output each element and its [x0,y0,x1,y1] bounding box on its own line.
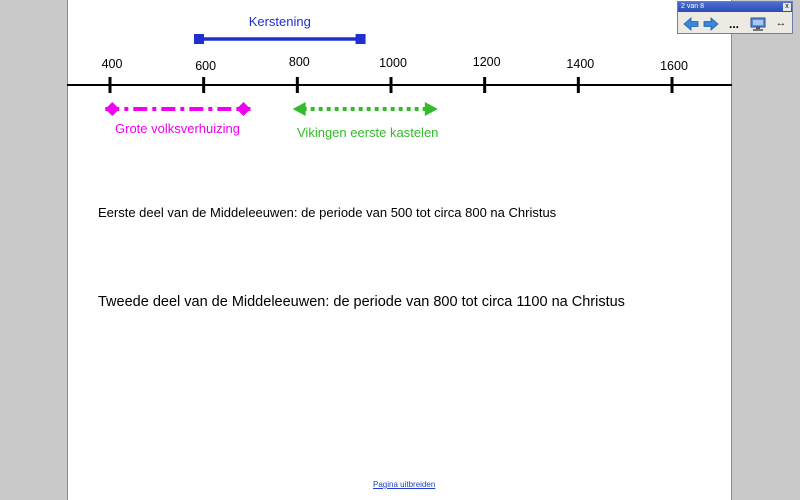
timeline-tick-label: 1000 [379,56,407,70]
vikingen-label: Vikingen eerste kastelen [297,125,439,140]
navigation-toolbar [677,1,793,34]
timeline-tick-label: 600 [195,59,217,73]
more-icon[interactable]: ... [728,17,739,31]
vikingen-start-arrow [293,102,306,116]
volksverhuizing-label: Grote volksverhuizing [115,121,240,136]
kerstening-start-marker [194,34,204,44]
expand-icon[interactable]: ↔ [775,17,787,29]
arrow-left-icon[interactable] [682,14,700,33]
toolbar-title: 2 van 8 [678,2,792,12]
text-eerste-deel: Eerste deel van de Middeleeuwen: de periode van 500 tot circa 800 na Christus [98,205,557,220]
arrow-right-icon[interactable] [702,14,720,33]
kerstening-label: Kerstening [248,14,311,29]
volksverhuizing-end-marker [237,102,251,116]
text-tweede-deel: Tweede deel van de Middeleeuwen: de periode van 800 tot circa 1100 na Christus [98,294,625,310]
timeline-tick-label: 1400 [566,57,595,71]
toolbar-close-button[interactable]: x [783,3,791,11]
volksverhuizing-start-marker [105,102,119,116]
page-expand-link[interactable]: Pagina uitbreiden [373,480,436,489]
timeline-tick-label: 1200 [472,55,501,69]
timeline-tick-label: 400 [101,57,123,71]
vikingen-end-arrow [425,102,438,116]
kerstening-end-marker [356,34,366,44]
timeline-tick-label: 1600 [660,59,688,73]
timeline-tick-label: 800 [288,55,310,69]
display-icon[interactable] [749,14,767,33]
